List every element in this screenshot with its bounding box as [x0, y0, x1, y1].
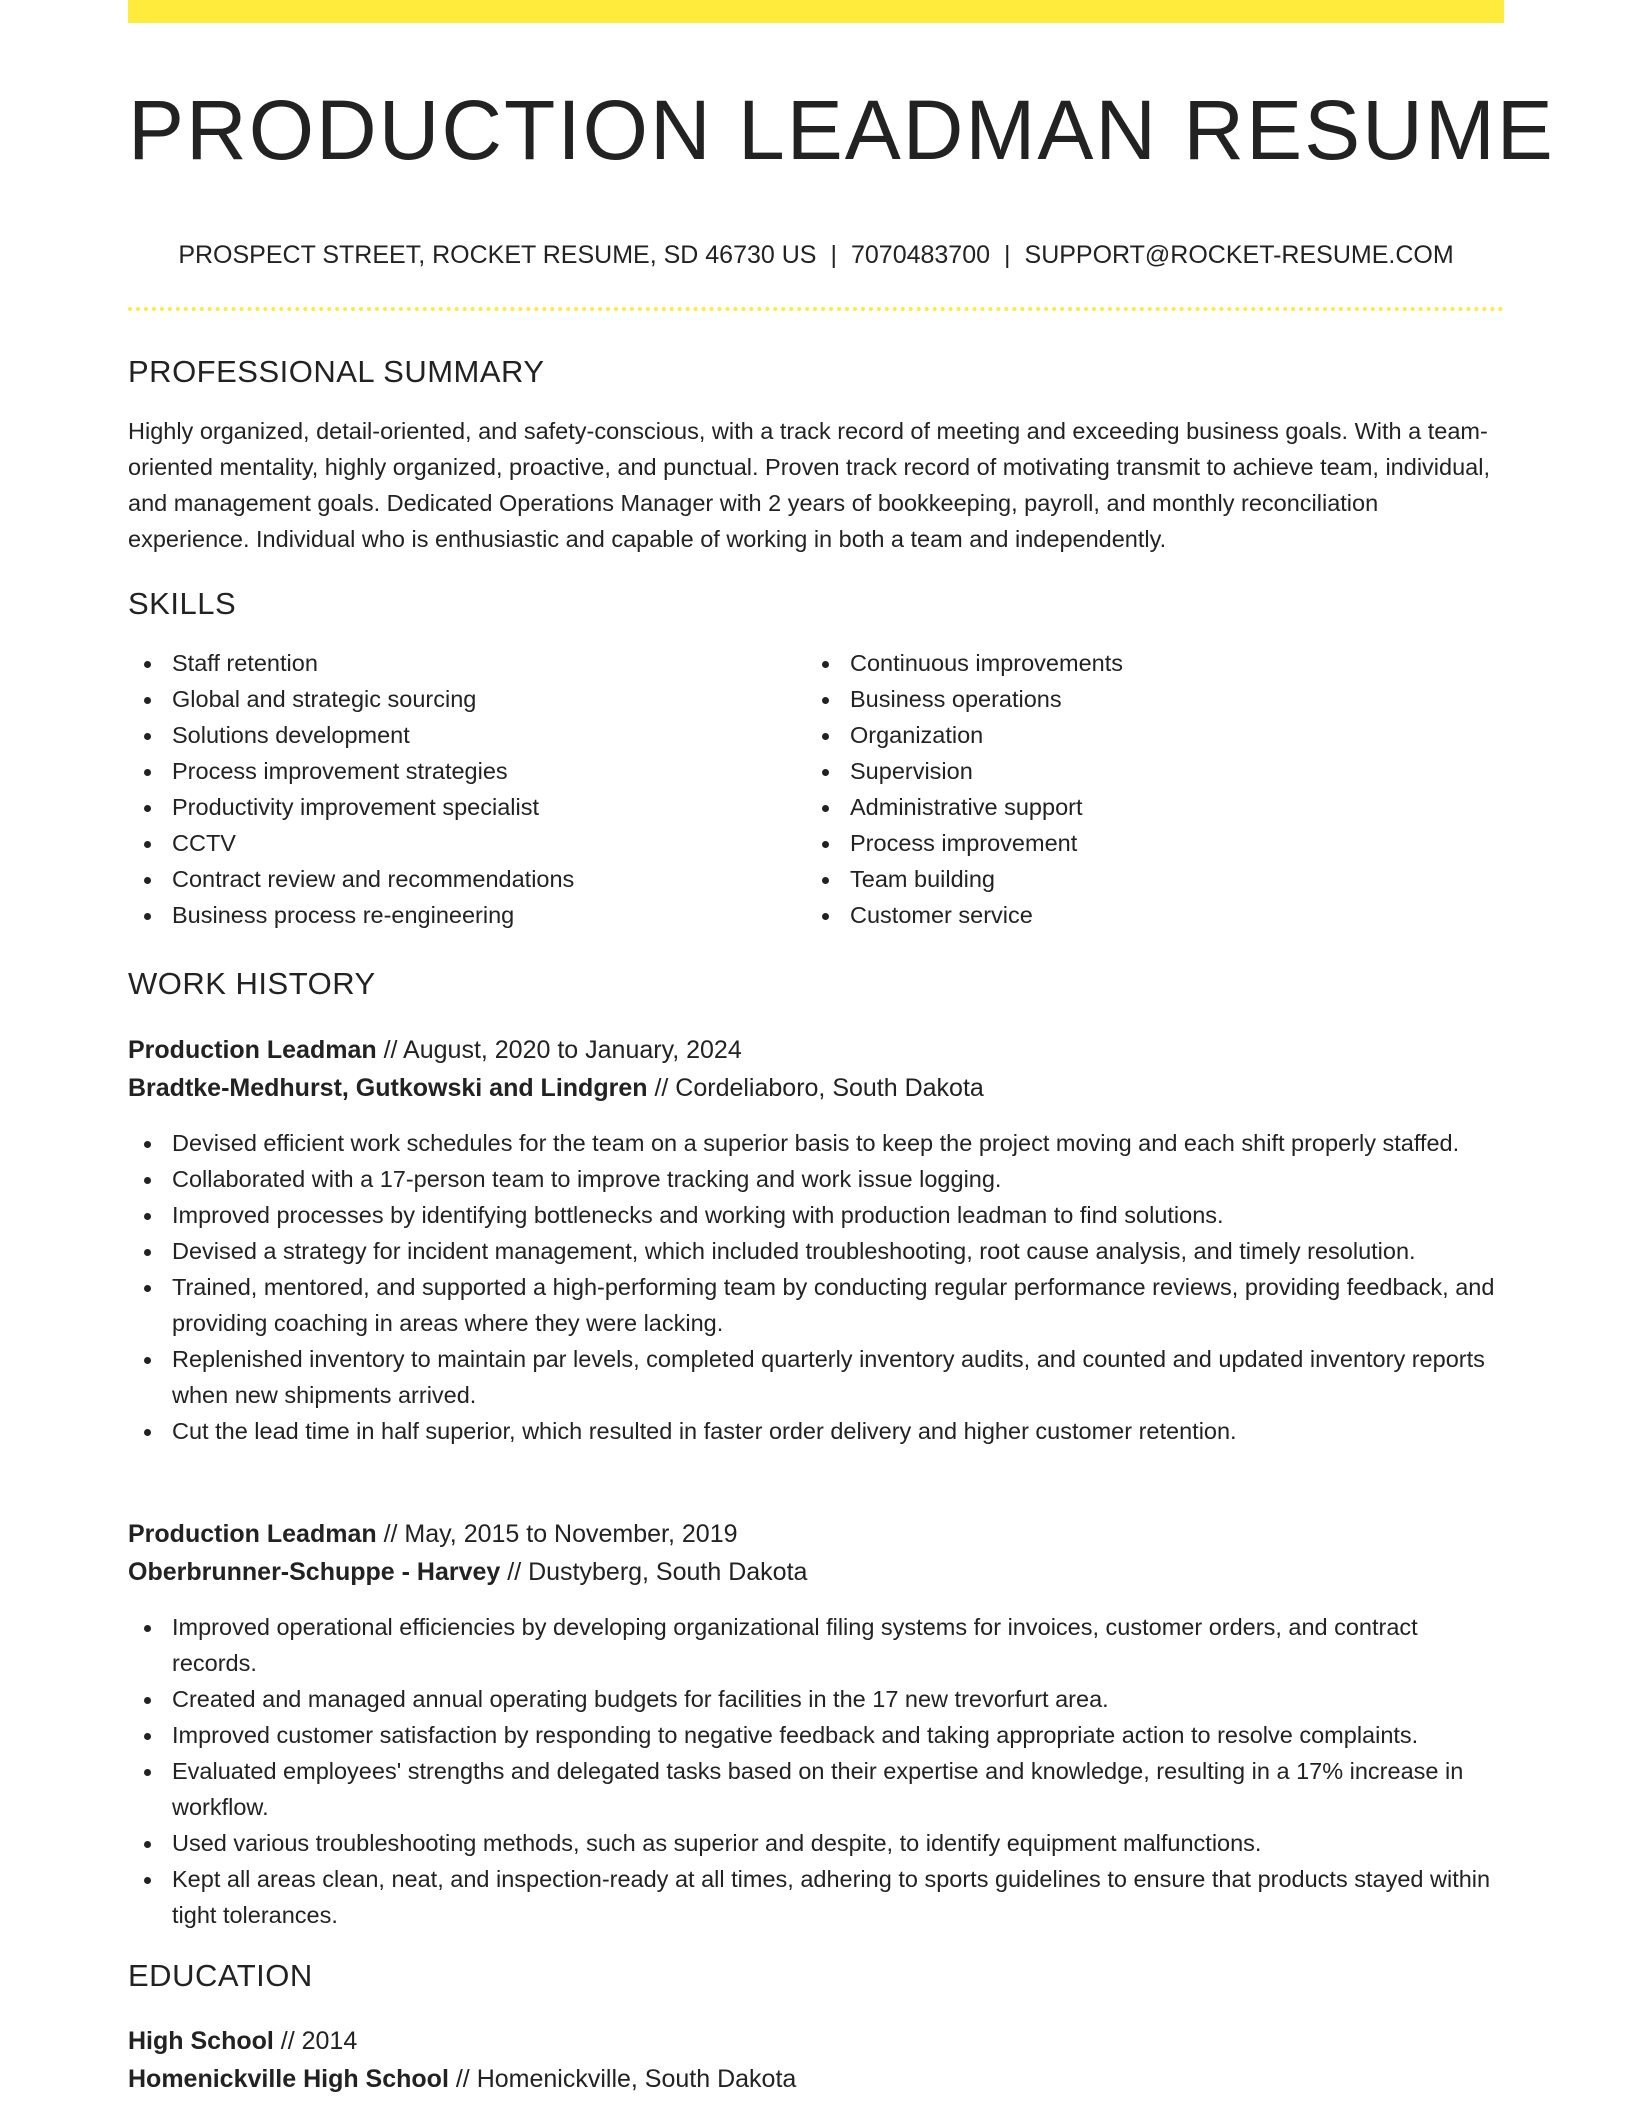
- job-duties-list: [128, 1609, 1504, 1933]
- job-duties-list: [128, 1125, 1504, 1449]
- job-location: // Cordeliaboro, South Dakota: [654, 1074, 984, 1102]
- education-school-line: [128, 2060, 796, 2098]
- list-item: Improved customer satisfaction by responding to negative feedback and taking appropriate action to resolve complaints.: [128, 1717, 1504, 1753]
- list-item: Administrative support: [806, 789, 1466, 825]
- contact-phone: 7070483700: [850, 241, 991, 269]
- header-divider: [128, 307, 1504, 311]
- skills-list-left: [128, 645, 788, 933]
- list-item: Business process re-engineering: [128, 897, 788, 933]
- list-item: Evaluated employees' strengths and delegated tasks based on their expertise and knowledge, resulting in a 17% increase in workflow.: [128, 1753, 1504, 1825]
- list-item: Contract review and recommendations: [128, 861, 788, 897]
- list-item: Supervision: [806, 753, 1466, 789]
- education-year: // 2014: [280, 2027, 358, 2055]
- list-item: Business operations: [806, 681, 1466, 717]
- list-item: Team building: [806, 861, 1466, 897]
- education-degree-line: [128, 2022, 357, 2060]
- summary-heading: PROFESSIONAL SUMMARY: [128, 354, 545, 389]
- summary-text: Highly organized, detail-oriented, and safety-conscious, with a track record of meeting and exceeding business goals. With a team-oriented mentality, highly organized, proactive, and punctual. Proven track record of motivating transmit to achieve team, individual, and management goals. Dedicated Operations Manager with 2 years of bookkeeping, payroll, and monthly reconciliation experience. Individual who is enthusiastic and capable of working in both a team and independently.: [128, 418, 1490, 552]
- job-company-line: [128, 1553, 807, 1591]
- list-item: Used various troubleshooting methods, such as superior and despite, to identify equipment malfunctions.: [128, 1825, 1504, 1861]
- list-item: Global and strategic sourcing: [128, 681, 788, 717]
- contact-email: SUPPORT@ROCKET-RESUME.COM: [1024, 241, 1454, 269]
- job-title: Production Leadman: [128, 1520, 377, 1548]
- education-heading: EDUCATION: [128, 1958, 313, 1993]
- list-item: Improved processes by identifying bottlenecks and working with production leadman to find solutions.: [128, 1197, 1504, 1233]
- education-school: Homenickville High School: [128, 2065, 449, 2093]
- list-item: Staff retention: [128, 645, 788, 681]
- job-location: // Dustyberg, South Dakota: [507, 1558, 808, 1586]
- contact-line: [128, 238, 1504, 272]
- top-accent-bar: [128, 0, 1504, 23]
- skills-heading: SKILLS: [128, 586, 237, 621]
- list-item: Process improvement: [806, 825, 1466, 861]
- list-item: Collaborated with a 17-person team to improve tracking and work issue logging.: [128, 1161, 1504, 1197]
- job-title: Production Leadman: [128, 1036, 377, 1064]
- list-item: Created and managed annual operating budgets for facilities in the 17 new trevorfurt area.: [128, 1681, 1504, 1717]
- list-item: Devised efficient work schedules for the team on a superior basis to keep the project moving and each shift properly staffed.: [128, 1125, 1504, 1161]
- education-degree: High School: [128, 2027, 274, 2055]
- list-item: Devised a strategy for incident management, which included troubleshooting, root cause analysis, and timely resolution.: [128, 1233, 1504, 1269]
- list-item: Process improvement strategies: [128, 753, 788, 789]
- job-company-line: [128, 1069, 984, 1107]
- list-item: Kept all areas clean, neat, and inspection-ready at all times, adhering to sports guidelines to ensure that products stayed within tight tolerances.: [128, 1861, 1504, 1933]
- list-item: Organization: [806, 717, 1466, 753]
- job-company: Bradtke-Medhurst, Gutkowski and Lindgren: [128, 1074, 648, 1102]
- contact-address: PROSPECT STREET, ROCKET RESUME, SD 46730 US: [178, 241, 817, 269]
- job-dates: // May, 2015 to November, 2019: [383, 1520, 738, 1548]
- job-dates: // August, 2020 to January, 2024: [383, 1036, 742, 1064]
- skills-list-right: [806, 645, 1466, 933]
- list-item: Continuous improvements: [806, 645, 1466, 681]
- education-location: // Homenickville, South Dakota: [455, 2065, 797, 2093]
- list-item: Trained, mentored, and supported a high-performing team by conducting regular performance reviews, providing feedback, and providing coaching in areas where they were lacking.: [128, 1269, 1504, 1341]
- job-company: Oberbrunner-Schuppe - Harvey: [128, 1558, 501, 1586]
- work-heading: WORK HISTORY: [128, 966, 376, 1001]
- list-item: Solutions development: [128, 717, 788, 753]
- contact-separator: |: [830, 241, 837, 269]
- job-title-line: [128, 1515, 738, 1553]
- list-item: Improved operational efficiencies by developing organizational filing systems for invoices, customer orders, and contract records.: [128, 1609, 1504, 1681]
- list-item: Productivity improvement specialist: [128, 789, 788, 825]
- contact-separator: |: [1004, 241, 1011, 269]
- list-item: CCTV: [128, 825, 788, 861]
- job-title-line: [128, 1031, 742, 1069]
- list-item: Customer service: [806, 897, 1466, 933]
- resume-title: PRODUCTION LEADMAN RESUME: [128, 83, 1555, 177]
- list-item: Replenished inventory to maintain par levels, completed quarterly inventory audits, and counted and updated inventory reports when new shipments arrived.: [128, 1341, 1504, 1413]
- list-item: Cut the lead time in half superior, which resulted in faster order delivery and higher customer retention.: [128, 1413, 1504, 1449]
